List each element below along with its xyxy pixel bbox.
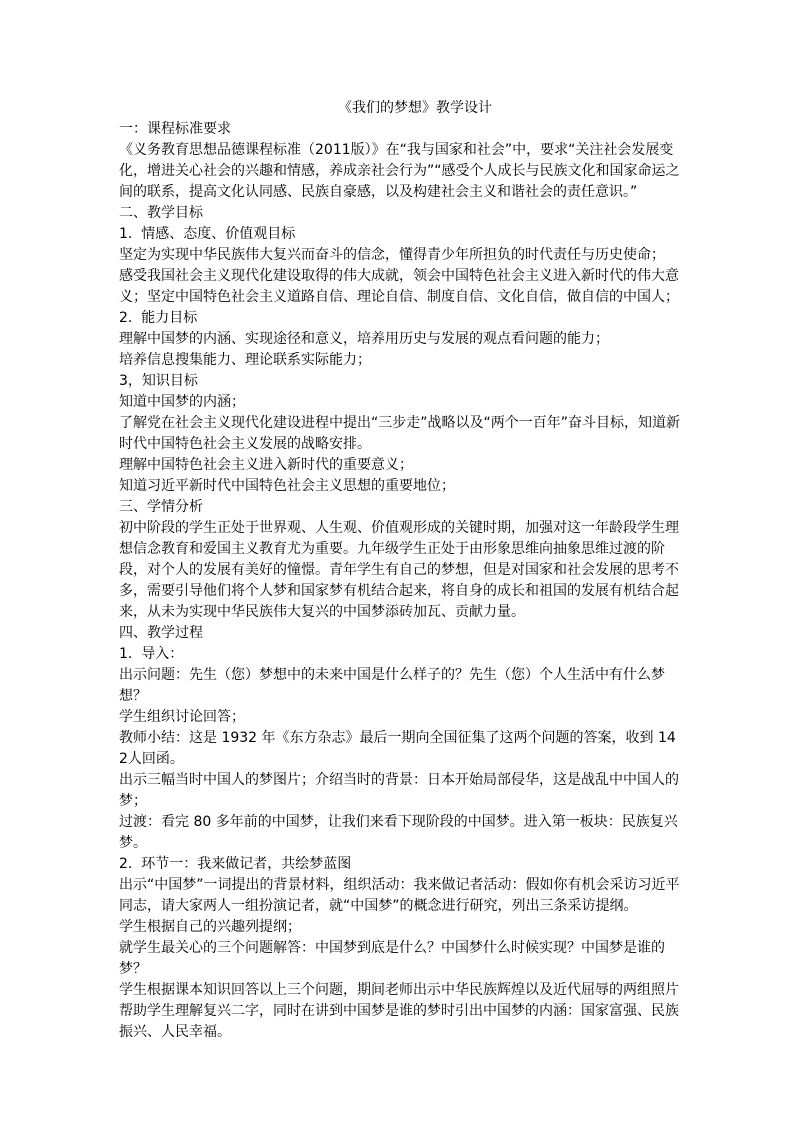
paragraph-intro-summary: 教师小结：这是 1932 年《东方杂志》最后一期向全国征集了这两个问题的答案，收到 142人回函。 [119, 730, 676, 767]
paragraph-step-one-answers: 学生根据课本知识回答以上三个问题，期间老师出示中华民族辉煌以及近代屈辱的两组照片帮助学生理解复兴二字，同时在讲到中国梦是谁的梦时引出中国梦的内涵：国家富强、民族振兴、人民幸福。 [119, 982, 679, 1040]
subheading-emotion-goal: 1. 情感、态度、价值观目标 [119, 226, 296, 242]
paragraph-intro-transition: 过渡：看完 80 多年前的中国梦，让我们来看下现阶段的中国梦。进入第一板块：民族复兴梦。 [119, 814, 678, 851]
paragraph-student-analysis: 初中阶段的学生正处于世界观、人生观、价值观形成的关键时期，加强对这一年龄段学生理想信念教育和爱国主义教育尤为重要。九年级学生正处于由形象思维向抽象思维过渡的阶段，对个人的发展有美好的憧憬。青年学生有自己的梦想，但是对国家和社会发展的思考不多，需要引导他们将个人梦和国家梦有机结合起来，将自身的成长和祖国的发展有机结合起来，从未为实现中华民族伟大复兴的中国梦添砖加瓦、贡献力量。 [119, 520, 679, 620]
subheading-ability-goal: 2. 能力目标 [119, 310, 198, 326]
paragraph-emotion-goal-2: 感受我国社会主义现代化建设取得的伟大成就，领会中国特色社会主义进入新时代的伟大意义；坚定中国特色社会主义道路自信、理论自信、制度自信、文化自信，做自信的中国人； [119, 268, 679, 305]
paragraph-intro-discussion: 学生组织讨论回答； [119, 709, 245, 725]
paragraph-ability-goal-2: 培养信息搜集能力、理论联系实际能力； [119, 352, 371, 368]
paragraph-knowledge-goal-4: 知道习近平新时代中国特色社会主义思想的重要地位； [119, 478, 455, 494]
document-page [119, 97, 681, 1043]
document-title: 《我们的梦想》教学设计 [338, 100, 492, 116]
paragraph-intro-pictures: 出示三幅当时中国人的梦图片；介绍当时的背景：日本开始局部侵华，这是战乱中中国人的梦； [119, 772, 679, 809]
section-heading-1: 一：课程标准要求 [119, 121, 231, 137]
subheading-knowledge-goal: 3，知识目标 [119, 373, 198, 389]
section-heading-4: 四、教学过程 [119, 625, 203, 641]
paragraph-emotion-goal-1: 坚定为实现中华民族伟大复兴而奋斗的信念，懂得青少年所担负的时代责任与历史使命； [119, 247, 665, 263]
paragraph-ability-goal-1: 理解中国梦的内涵、实现途径和意义，培养用历史与发展的观点看问题的能力； [119, 331, 609, 347]
paragraph-knowledge-goal-1: 知道中国梦的内涵； [119, 394, 245, 410]
paragraph-knowledge-goal-2: 了解党在社会主义现代化建设进程中提出“三步走”战略以及“两个一百年”奋斗目标，知道新时代中国特色社会主义发展的战略安排。 [119, 415, 681, 452]
subheading-introduction: 1. 导入： [119, 646, 184, 662]
paragraph-step-one-questions: 就学生最关心的三个问题解答：中国梦到底是什么？中国梦什么时候实现？中国梦是谁的梦？ [119, 940, 665, 977]
subheading-step-one: 2. 环节一：我来做记者，共绘梦蓝图 [119, 856, 352, 872]
paragraph-step-one-activity: 出示“中国梦”一词提出的背景材料，组织活动：我来做记者活动：假如你有机会采访习近平同志，请大家两人一组扮演记者，就“中国梦”的概念进行研究，列出三条采访提纲。 [119, 877, 680, 914]
paragraph-knowledge-goal-3: 理解中国特色社会主义进入新时代的重要意义； [119, 457, 413, 473]
paragraph-intro-question: 出示问题：先生（您）梦想中的未来中国是什么样子的？先生（您）个人生活中有什么梦想？ [119, 667, 665, 704]
paragraph-curriculum-standard: 《义务教育思想品德课程标准（2011版）》在“我与国家和社会”中，要求“关注社会发展变化，增进关心社会的兴趣和情感，养成亲社会行为”“感受个人成长与民族文化和国家命运之间的联系，提高文化认同感、民族自豪感，以及构建社会主义和谐社会的责任意识。” [119, 142, 680, 200]
section-heading-2: 二、教学目标 [119, 205, 203, 221]
paragraph-step-one-outline: 学生根据自己的兴趣列提纲； [119, 919, 301, 935]
section-heading-3: 三、学情分析 [119, 499, 203, 515]
